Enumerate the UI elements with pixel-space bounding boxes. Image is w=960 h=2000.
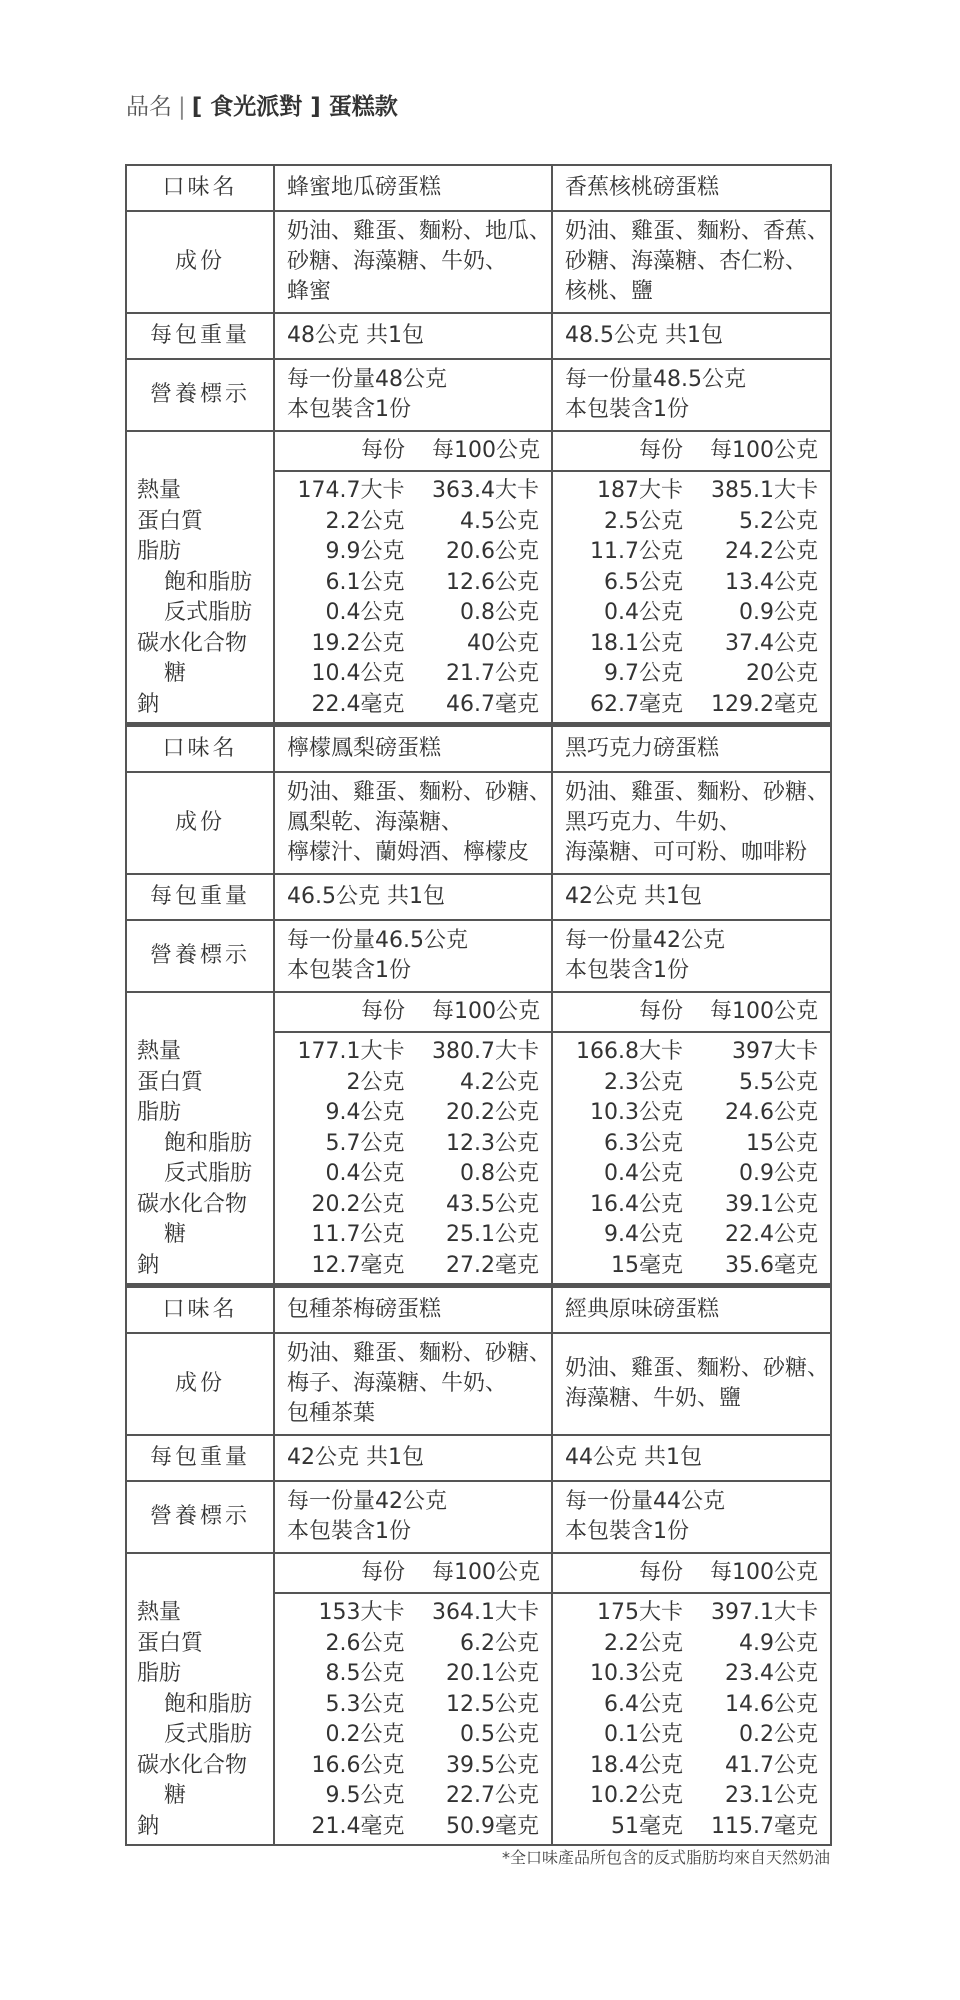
ingredients-cell — [274, 1333, 552, 1435]
flavor-name: 香蕉核桃磅蛋糕 — [552, 165, 831, 211]
ingredients-label: 成份 — [126, 1333, 274, 1435]
per-100g-value: 0.2公克 — [739, 1722, 818, 1747]
serving-line: 本包裝含1份 — [287, 958, 411, 983]
ingredients-line: 砂糖、海藻糖、牛奶、 — [287, 249, 508, 274]
ingredients-cell — [274, 211, 552, 313]
nutrient-name: 脂肪 — [137, 1100, 182, 1125]
product-title — [126, 88, 398, 121]
serving-line: 本包裝含1份 — [287, 1519, 411, 1544]
ingredients-cell — [552, 1333, 831, 1435]
nutrient-value-row — [275, 476, 551, 507]
nutrient-name: 碳水化合物 — [137, 1191, 248, 1217]
per-serving-value: 9.9公克 — [325, 539, 405, 564]
nutrient-value-row — [553, 568, 830, 599]
nutrient-value-row — [275, 690, 551, 721]
nutrient-name: 熱量 — [137, 478, 182, 503]
nutrient-name: 蛋白質 — [137, 508, 204, 534]
nutrition-label-row — [126, 359, 831, 431]
serving-line: 每一份量42公克 — [565, 928, 725, 953]
ingredients-cell — [274, 772, 552, 874]
per-100g-header: 每100公克 — [710, 1560, 818, 1585]
per-100g-value: 24.2公克 — [725, 539, 818, 564]
per-100g-value: 397.1大卡 — [711, 1600, 818, 1625]
nutrient-value-row — [553, 476, 830, 507]
nutrient-names — [126, 1032, 274, 1286]
nutrient-value-row — [553, 1751, 830, 1782]
per-100g-value: 20.2公克 — [446, 1100, 539, 1125]
ingredients-label: 成份 — [126, 211, 274, 313]
ingredients-line: 砂糖、海藻糖、杏仁粉、 — [565, 249, 808, 274]
nutrient-name: 飽和脂肪 — [164, 1130, 253, 1156]
flavor-name: 黑巧克力磅蛋糕 — [552, 725, 831, 773]
title-divider: | — [178, 94, 186, 120]
per-serving-value: 20.2公克 — [311, 1191, 405, 1217]
nutrition-table — [125, 164, 832, 1846]
nutrient-value-row — [553, 1159, 830, 1190]
ingredients-line: 奶油、雞蛋、麵粉、砂糖、 — [565, 780, 830, 805]
per-serving-value: 9.4公克 — [604, 1222, 683, 1247]
nutrient-value-row — [553, 1690, 830, 1721]
ingredients-cell — [552, 211, 831, 313]
per-serving-value: 0.2公克 — [325, 1722, 405, 1747]
per-100g-value: 50.9毫克 — [446, 1813, 539, 1839]
per-serving-value: 6.5公克 — [604, 569, 683, 595]
per-100g-value: 0.9公克 — [739, 1161, 818, 1186]
per-serving-value: 6.1公克 — [325, 569, 405, 595]
flavor-name: 檸檬鳳梨磅蛋糕 — [274, 725, 552, 773]
ingredients-line: 奶油、雞蛋、麵粉、香蕉、 — [565, 219, 830, 244]
per-serving-value: 9.4公克 — [325, 1100, 405, 1125]
flavor-label: 口味名 — [126, 1286, 274, 1334]
flavor-name-row — [126, 165, 831, 211]
weight-label: 每包重量 — [126, 1435, 274, 1481]
serving-line: 每一份量42公克 — [287, 1489, 447, 1514]
nutrient-value-row — [553, 507, 830, 538]
per-serving-value: 187大卡 — [597, 478, 683, 503]
per-100g-value: 129.2毫克 — [711, 691, 818, 717]
per-serving-value: 175大卡 — [597, 1600, 683, 1625]
weight-value: 46.5公克 共1包 — [274, 874, 552, 920]
per-serving-value: 2.2公克 — [325, 508, 405, 534]
per-serving-value: 0.1公克 — [604, 1722, 683, 1747]
flavor-name: 蜂蜜地瓜磅蛋糕 — [274, 165, 552, 211]
per-serving-value: 10.3公克 — [590, 1100, 683, 1125]
per-serving-value: 62.7毫克 — [590, 691, 683, 717]
nutrition-header-row — [126, 992, 831, 1032]
serving-line: 每一份量46.5公克 — [287, 928, 468, 953]
per-serving-header: 每份 — [360, 1560, 405, 1585]
nutrient-value-row — [275, 507, 551, 538]
weight-value: 42公克 共1包 — [274, 1435, 552, 1481]
per-100g-value: 0.8公克 — [460, 1161, 539, 1186]
nutrient-value-row — [275, 1159, 551, 1190]
per-serving-value: 10.4公克 — [311, 661, 405, 686]
serving-line: 本包裝含1份 — [565, 1519, 689, 1544]
per-100g-value: 364.1大卡 — [432, 1600, 539, 1625]
nutrition-table-container — [125, 164, 830, 1846]
per-serving-value: 15毫克 — [611, 1252, 683, 1278]
per-100g-value: 40公克 — [467, 630, 539, 656]
nutrient-value-row — [553, 1251, 830, 1282]
nutrient-name: 蛋白質 — [137, 1630, 204, 1656]
nutrient-value-row — [553, 690, 830, 721]
per-serving-value: 11.7公克 — [590, 539, 683, 564]
ingredients-line: 海藻糖、牛奶、鹽 — [565, 1386, 742, 1411]
nutrition-values-row — [126, 471, 831, 725]
per-100g-value: 5.2公克 — [739, 508, 818, 534]
nutrition-values — [552, 1593, 831, 1845]
per-100g-value: 15公克 — [746, 1130, 818, 1156]
ingredients-line: 奶油、雞蛋、麵粉、砂糖、 — [565, 1356, 830, 1381]
per-serving-value: 6.3公克 — [604, 1130, 683, 1156]
per-100g-value: 385.1大卡 — [711, 478, 818, 503]
nutrient-value-row — [275, 1129, 551, 1160]
per-100g-header: 每100公克 — [432, 1560, 540, 1585]
per-serving-value: 177.1大卡 — [297, 1039, 405, 1064]
nutrition-header-row — [126, 431, 831, 471]
nutrient-value-row — [553, 1037, 830, 1068]
nutrient-value-row — [275, 537, 551, 568]
per-100g-value: 46.7毫克 — [446, 691, 539, 717]
nutrient-value-row — [553, 598, 830, 629]
per-100g-value: 4.9公克 — [739, 1630, 818, 1656]
per-100g-value: 20.1公克 — [446, 1661, 539, 1686]
flavor-label: 口味名 — [126, 725, 274, 773]
per-serving-value: 9.5公克 — [325, 1783, 405, 1808]
per-100g-value: 115.7毫克 — [711, 1813, 818, 1839]
nutrient-names-spacer — [126, 992, 274, 1032]
nutrition-label: 營養標示 — [126, 920, 274, 992]
nutrition-values — [552, 471, 831, 725]
nutrient-name: 碳水化合物 — [137, 1752, 248, 1778]
ingredients-line: 包種茶葉 — [287, 1401, 376, 1426]
per-100g-value: 27.2毫克 — [446, 1252, 539, 1278]
footnote: *全口味產品所包含的反式脂肪均來自天然奶油 — [501, 1848, 830, 1867]
per-100g-value: 6.2公克 — [460, 1630, 539, 1656]
nutrition-values — [274, 471, 552, 725]
per-100g-value: 39.1公克 — [725, 1191, 818, 1217]
ingredients-line: 海藻糖、可可粉、咖啡粉 — [565, 840, 808, 865]
per-serving-header: 每份 — [638, 999, 683, 1024]
per-serving-value: 11.7公克 — [311, 1222, 405, 1247]
nutrient-name: 蛋白質 — [137, 1069, 204, 1095]
nutrient-name: 脂肪 — [137, 1661, 182, 1686]
weight-value: 48公克 共1包 — [274, 313, 552, 359]
serving-line: 每一份量48公克 — [287, 367, 447, 392]
ingredients-cell — [552, 772, 831, 874]
serving-line: 本包裝含1份 — [565, 958, 689, 983]
per-100g-value: 12.3公克 — [446, 1130, 539, 1156]
serving-line: 每一份量44公克 — [565, 1489, 725, 1514]
per-100g-value: 14.6公克 — [725, 1691, 818, 1717]
nutrient-names — [126, 1593, 274, 1845]
per-100g-value: 12.6公克 — [446, 569, 539, 595]
title-prefix: 品名 — [126, 94, 172, 120]
per-100g-value: 380.7大卡 — [432, 1039, 539, 1064]
per-serving-value: 10.3公克 — [590, 1661, 683, 1686]
nutrient-value-row — [553, 1629, 830, 1660]
weight-row — [126, 1435, 831, 1481]
nutrition-label-row — [126, 920, 831, 992]
ingredients-row — [126, 1333, 831, 1435]
per-100g-value: 20公克 — [746, 661, 818, 686]
per-100g-value: 0.5公克 — [460, 1722, 539, 1747]
per-100g-value: 5.5公克 — [739, 1069, 818, 1095]
per-serving-value: 9.7公克 — [604, 661, 683, 686]
flavor-label: 口味名 — [126, 165, 274, 211]
per-100g-value: 37.4公克 — [725, 630, 818, 656]
per-serving-header: 每份 — [638, 1560, 683, 1585]
per-serving-value: 12.7毫克 — [311, 1252, 405, 1278]
per-100g-value: 0.8公克 — [460, 600, 539, 625]
nutrient-name: 糖 — [164, 661, 187, 686]
nutrient-name: 反式脂肪 — [164, 1722, 253, 1747]
nutrient-name: 反式脂肪 — [164, 600, 253, 625]
per-serving-value: 166.8大卡 — [576, 1039, 683, 1064]
nutrition-label: 營養標示 — [126, 1481, 274, 1553]
weight-value: 48.5公克 共1包 — [552, 313, 831, 359]
per-serving-value: 19.2公克 — [311, 630, 405, 656]
ingredients-line: 蜂蜜 — [287, 279, 332, 304]
nutrition-column-header — [274, 1553, 552, 1593]
nutrient-value-row — [553, 1659, 830, 1690]
per-100g-value: 363.4大卡 — [432, 478, 539, 503]
nutrient-value-row — [553, 1068, 830, 1099]
weight-label: 每包重量 — [126, 313, 274, 359]
nutrient-value-row — [275, 1251, 551, 1282]
nutrient-value-row — [553, 1720, 830, 1751]
per-100g-header: 每100公克 — [710, 438, 818, 463]
nutrient-names-spacer — [126, 431, 274, 471]
nutrient-value-row — [275, 1690, 551, 1721]
per-serving-value: 0.4公克 — [604, 600, 683, 625]
nutrient-name: 鈉 — [137, 1252, 160, 1278]
nutrient-value-row — [275, 1720, 551, 1751]
weight-row — [126, 313, 831, 359]
per-serving-value: 2公克 — [346, 1069, 405, 1095]
nutrient-value-row — [553, 1812, 830, 1843]
weight-value: 42公克 共1包 — [552, 874, 831, 920]
nutrient-value-row — [553, 659, 830, 690]
ingredients-line: 黑巧克力、牛奶、 — [565, 810, 742, 835]
serving-cell — [552, 920, 831, 992]
nutrient-name: 脂肪 — [137, 539, 182, 564]
nutrition-label-row — [126, 1481, 831, 1553]
serving-cell — [274, 1481, 552, 1553]
per-serving-value: 2.6公克 — [325, 1630, 405, 1656]
nutrient-names-spacer — [126, 1553, 274, 1593]
per-100g-value: 13.4公克 — [725, 569, 818, 595]
per-serving-value: 2.5公克 — [604, 508, 683, 534]
per-100g-value: 21.7公克 — [446, 661, 539, 686]
nutrient-value-row — [275, 1598, 551, 1629]
nutrient-value-row — [275, 1781, 551, 1812]
per-serving-value: 16.4公克 — [590, 1191, 683, 1217]
nutrition-column-header — [274, 431, 552, 471]
per-100g-value: 39.5公克 — [446, 1752, 539, 1778]
per-100g-header: 每100公克 — [710, 999, 818, 1024]
per-100g-value: 22.4公克 — [725, 1222, 818, 1247]
nutrition-values — [552, 1032, 831, 1286]
per-100g-value: 4.2公克 — [460, 1069, 539, 1095]
ingredients-line: 奶油、雞蛋、麵粉、砂糖、 — [287, 1341, 552, 1366]
nutrient-value-row — [553, 1190, 830, 1221]
nutrient-name: 反式脂肪 — [164, 1161, 253, 1186]
per-100g-value: 0.9公克 — [739, 600, 818, 625]
weight-row — [126, 874, 831, 920]
nutrient-value-row — [275, 1659, 551, 1690]
nutrient-name: 鈉 — [137, 1813, 160, 1839]
serving-cell — [552, 359, 831, 431]
nutrient-name: 熱量 — [137, 1600, 182, 1625]
ingredients-line: 奶油、雞蛋、麵粉、砂糖、 — [287, 780, 552, 805]
nutrient-value-row — [275, 659, 551, 690]
nutrition-column-header — [274, 992, 552, 1032]
per-serving-header: 每份 — [638, 438, 683, 463]
serving-line: 本包裝含1份 — [565, 397, 689, 422]
nutrient-name: 熱量 — [137, 1039, 182, 1064]
per-100g-value: 20.6公克 — [446, 539, 539, 564]
nutrient-value-row — [275, 1812, 551, 1843]
per-serving-value: 174.7大卡 — [297, 478, 405, 503]
flavor-name-row — [126, 725, 831, 773]
per-serving-value: 2.3公克 — [604, 1069, 683, 1095]
per-serving-value: 6.4公克 — [604, 1691, 683, 1717]
per-100g-value: 35.6毫克 — [725, 1252, 818, 1278]
nutrient-value-row — [275, 1190, 551, 1221]
nutrient-value-row — [553, 537, 830, 568]
ingredients-line: 鳳梨乾、海藻糖、 — [287, 810, 464, 835]
per-100g-value: 397大卡 — [732, 1039, 818, 1064]
per-100g-value: 43.5公克 — [446, 1191, 539, 1217]
per-serving-value: 8.5公克 — [325, 1661, 405, 1686]
nutrient-name: 碳水化合物 — [137, 630, 248, 656]
per-100g-value: 12.5公克 — [446, 1691, 539, 1717]
nutrient-value-row — [275, 1629, 551, 1660]
serving-cell — [274, 359, 552, 431]
serving-line: 每一份量48.5公克 — [565, 367, 746, 392]
nutrient-name: 鈉 — [137, 691, 160, 717]
product-name: [ 食光派對 ] 蛋糕款 — [191, 94, 398, 120]
per-serving-header: 每份 — [360, 438, 405, 463]
nutrient-value-row — [553, 1781, 830, 1812]
ingredients-line: 奶油、雞蛋、麵粉、地瓜、 — [287, 219, 552, 244]
nutrition-column-header — [552, 431, 831, 471]
ingredients-row — [126, 211, 831, 313]
per-100g-value: 23.4公克 — [725, 1661, 818, 1686]
ingredients-line: 梅子、海藻糖、牛奶、 — [287, 1371, 508, 1396]
per-serving-value: 2.2公克 — [604, 1630, 683, 1656]
serving-cell — [552, 1481, 831, 1553]
nutrient-value-row — [275, 568, 551, 599]
per-serving-value: 0.4公克 — [325, 600, 405, 625]
nutrition-column-header — [552, 1553, 831, 1593]
serving-cell — [274, 920, 552, 992]
nutrition-label: 營養標示 — [126, 359, 274, 431]
per-serving-value: 0.4公克 — [604, 1161, 683, 1186]
nutrient-value-row — [275, 1037, 551, 1068]
per-serving-value: 153大卡 — [318, 1600, 405, 1625]
nutrient-name: 糖 — [164, 1222, 187, 1247]
nutrient-value-row — [275, 1751, 551, 1782]
per-serving-value: 0.4公克 — [325, 1161, 405, 1186]
per-100g-value: 25.1公克 — [446, 1222, 539, 1247]
per-serving-value: 5.7公克 — [325, 1130, 405, 1156]
per-serving-value: 21.4毫克 — [311, 1813, 405, 1839]
per-serving-value: 16.6公克 — [311, 1752, 405, 1778]
serving-line: 本包裝含1份 — [287, 397, 411, 422]
per-serving-value: 22.4毫克 — [311, 691, 405, 717]
per-serving-value: 10.2公克 — [590, 1783, 683, 1808]
weight-label: 每包重量 — [126, 874, 274, 920]
nutrient-value-row — [553, 1220, 830, 1251]
flavor-name: 包種茶梅磅蛋糕 — [274, 1286, 552, 1334]
ingredients-line: 核桃、鹽 — [565, 279, 654, 304]
ingredients-row — [126, 772, 831, 874]
ingredients-line: 檸檬汁、蘭姆酒、檸檬皮 — [287, 840, 530, 865]
nutrition-header-row — [126, 1553, 831, 1593]
flavor-name: 經典原味磅蛋糕 — [552, 1286, 831, 1334]
flavor-name-row — [126, 1286, 831, 1334]
weight-value: 44公克 共1包 — [552, 1435, 831, 1481]
nutrient-value-row — [553, 629, 830, 660]
per-serving-header: 每份 — [360, 999, 405, 1024]
per-100g-value: 4.5公克 — [460, 508, 539, 534]
nutrient-value-row — [275, 1068, 551, 1099]
per-serving-value: 18.1公克 — [590, 630, 683, 656]
nutrient-value-row — [275, 1220, 551, 1251]
nutrient-value-row — [275, 1098, 551, 1129]
per-serving-value: 18.4公克 — [590, 1752, 683, 1778]
nutrient-value-row — [275, 629, 551, 660]
ingredients-label: 成份 — [126, 772, 274, 874]
nutrient-name: 飽和脂肪 — [164, 569, 253, 595]
nutrition-values — [274, 1593, 552, 1845]
per-100g-header: 每100公克 — [432, 438, 540, 463]
nutrition-values-row — [126, 1593, 831, 1845]
per-serving-value: 5.3公克 — [325, 1691, 405, 1717]
per-serving-value: 51毫克 — [611, 1813, 683, 1839]
per-100g-value: 24.6公克 — [725, 1100, 818, 1125]
nutrient-name: 飽和脂肪 — [164, 1691, 253, 1717]
per-100g-header: 每100公克 — [432, 999, 540, 1024]
nutrient-value-row — [553, 1129, 830, 1160]
per-100g-value: 22.7公克 — [446, 1783, 539, 1808]
nutrition-column-header — [552, 992, 831, 1032]
nutrient-names — [126, 471, 274, 725]
nutrient-value-row — [275, 598, 551, 629]
nutrient-value-row — [553, 1598, 830, 1629]
nutrient-name: 糖 — [164, 1783, 187, 1808]
per-100g-value: 41.7公克 — [725, 1752, 818, 1778]
nutrition-values — [274, 1032, 552, 1286]
nutrition-values-row — [126, 1032, 831, 1286]
nutrient-value-row — [553, 1098, 830, 1129]
per-100g-value: 23.1公克 — [725, 1783, 818, 1808]
